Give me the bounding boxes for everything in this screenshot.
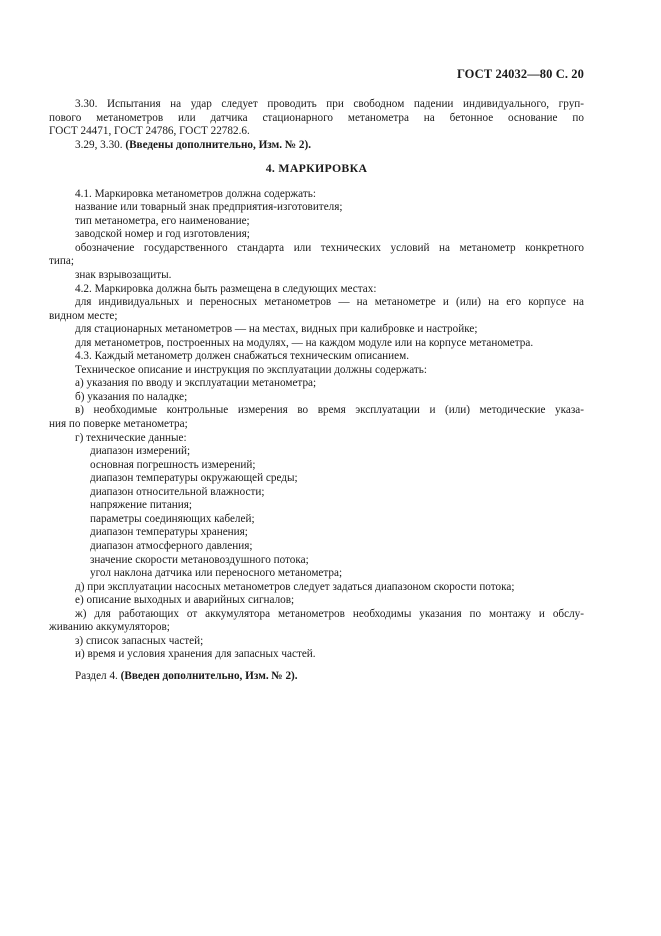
clause-4-3-item-zh-line-2: живанию аккумуляторов; xyxy=(49,621,170,634)
technical-data-item: напряжение питания; xyxy=(90,499,193,512)
amendment-note-3-29 xyxy=(49,139,584,153)
clause-4-2-item-3: для метанометров, построенных на модулях, — на каждом модуле или на корпусе метанометра. xyxy=(75,336,534,349)
technical-data-item: диапазон атмосферного давления; xyxy=(90,539,253,552)
clause-4-2-item-1-line-1: для индивидуальных и переносных метанометров — на метанометре и (или) на его корпусе на xyxy=(75,296,584,309)
clause-4-3-item-g: г) технические данные: xyxy=(75,431,187,444)
section-amendment-prefix: Раздел 4. xyxy=(75,669,121,682)
technical-data-item: угол наклона датчика или переносного метанометра; xyxy=(90,567,343,580)
technical-data-item: диапазон относительной влажности; xyxy=(90,485,265,498)
clause-3-30-line-3: ГОСТ 24471, ГОСТ 24786, ГОСТ 22782.6. xyxy=(49,125,250,138)
technical-data-item: диапазон измерений; xyxy=(90,445,191,458)
clause-4-3-item-v-line-2: ния по поверке метанометра; xyxy=(49,418,188,431)
clause-4-3-item-d: д) при эксплуатации насосных метанометров следует задаться диапазоном скорости потока; xyxy=(75,580,515,593)
amendment-note-prefix: 3.29, 3.30. xyxy=(75,138,126,151)
section-title: 4. МАРКИРОВКА xyxy=(265,161,368,176)
amendment-note-bold: (Введены дополнительно, Изм. № 2). xyxy=(125,138,312,151)
clause-4-3-item-a: а) указания по вводу и эксплуатации метанометра; xyxy=(75,377,317,390)
clause-4-1-item-5: знак взрывозащиты. xyxy=(75,269,172,282)
clause-4-3-item-b: б) указания по наладке; xyxy=(75,390,188,403)
technical-data-item: диапазон температуры окружающей среды; xyxy=(90,472,298,485)
clause-4-2-item-2: для стационарных метанометров — на местах, видных при калибровке и настройке; xyxy=(75,323,478,336)
technical-data-item: диапазон температуры хранения; xyxy=(90,526,248,539)
clause-4-3-lead: 4.3. Каждый метанометр должен снабжаться техническим описанием. xyxy=(75,350,409,363)
clause-4-2-item-1-line-2: видном месте; xyxy=(49,309,118,322)
clause-4-1-lead: 4.1. Маркировка метанометров должна содержать: xyxy=(75,187,316,200)
clause-4-3-item-i: и) время и условия хранения для запасных частей. xyxy=(75,648,316,661)
clause-4-3-item-v-line-1: в) необходимые контрольные измерения во время эксплуатации и (или) методические указа- xyxy=(75,404,584,417)
technical-data-item: параметры соединяющих кабелей; xyxy=(90,512,255,525)
technical-data-item: основная погрешность измерений; xyxy=(90,458,256,471)
clause-3-30-line-1: 3.30. Испытания на удар следует проводить при свободном падении индивидуального, груп- xyxy=(75,98,584,110)
technical-data-item: значение скорости метановоздушного потока; xyxy=(90,553,309,566)
clause-4-3-item-e: е) описание выходных и аварийных сигналов; xyxy=(75,594,295,607)
clause-4-1-item-4-line-2: типа; xyxy=(49,255,74,268)
clause-4-3-item-z: з) список запасных частей; xyxy=(75,634,204,647)
clause-4-1-item: заводской номер и год изготовления; xyxy=(75,228,250,241)
clause-4-3-lead-2: Техническое описание и инструкция по эксплуатации должны содержать: xyxy=(75,363,427,376)
section-amendment-bold: (Введен дополнительно, Изм. № 2). xyxy=(120,669,298,682)
clause-4-1-item: тип метанометра, его наименование; xyxy=(75,214,250,227)
clause-4-1-item: название или товарный знак предприятия-изготовителя; xyxy=(75,201,343,214)
spacer xyxy=(49,662,584,670)
clause-4-3-item-zh-line-1: ж) для работающих от аккумулятора метанометров необходимы указания по монтажу и обслу- xyxy=(75,607,584,620)
running-header: ГОСТ 24032—80 С. 20 xyxy=(456,67,584,81)
clause-3-30-line-2: пового метанометров или датчика стационарного метанометра на бетонное основание по xyxy=(49,111,584,124)
clause-4-1-item-4-line-1: обозначение государственного стандарта или технических условий на метанометр конкретного xyxy=(75,241,584,254)
page-content xyxy=(49,98,584,683)
section-amendment-note xyxy=(49,670,584,684)
clause-4-2-lead: 4.2. Маркировка должна быть размещена в следующих местах: xyxy=(75,282,377,295)
